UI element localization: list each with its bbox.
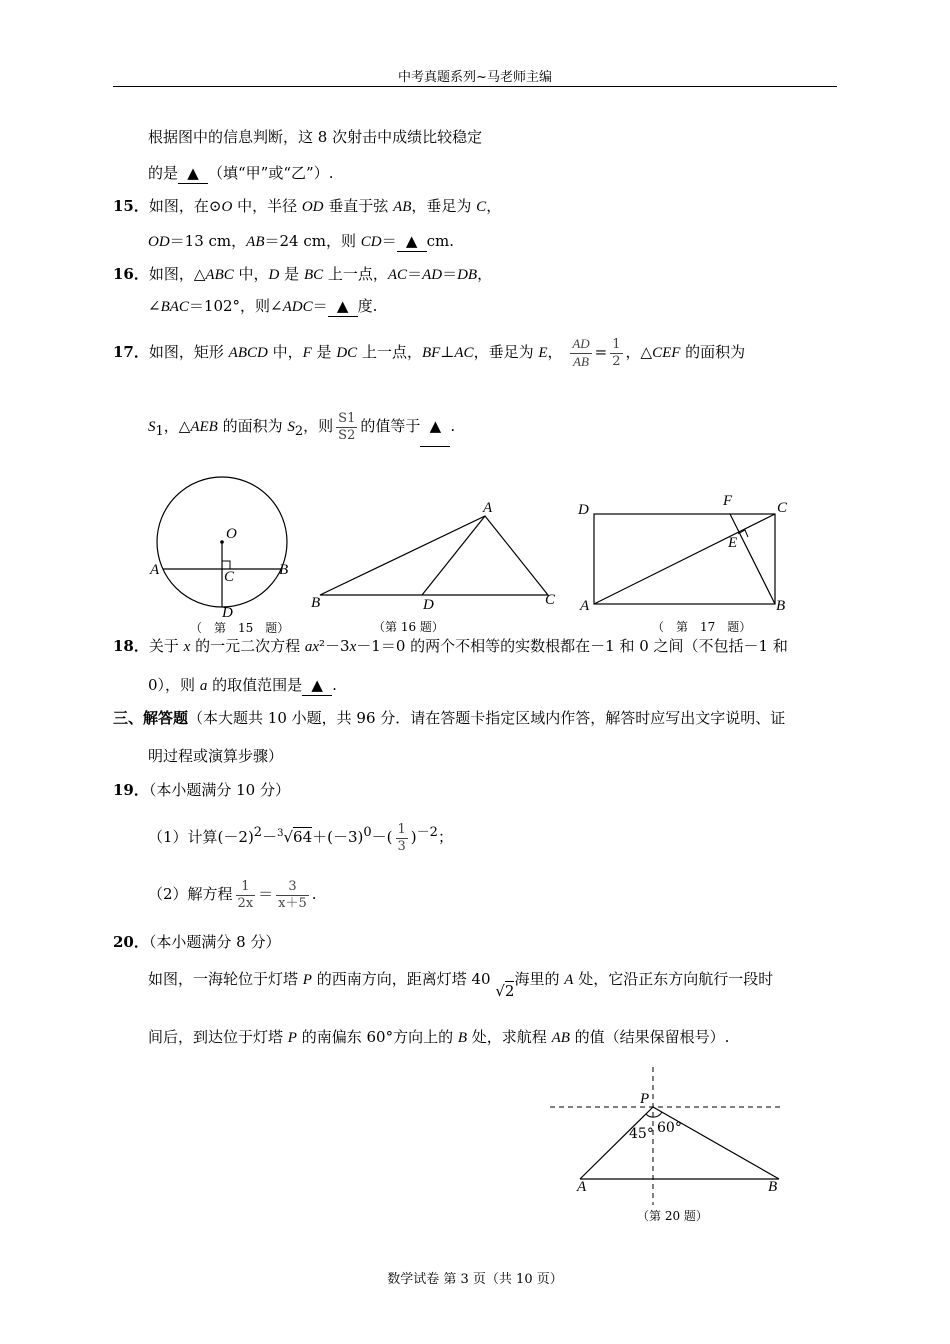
- angle-60-label: 60°: [657, 1120, 682, 1136]
- label-b: B: [279, 562, 289, 578]
- fraction-one-third: $\frac{1}{3}$: [397, 821, 406, 854]
- segment-pa: [580, 1107, 653, 1179]
- label-o: O: [226, 526, 237, 542]
- q17-line1: 17．如图，矩形 ABCD 中，F 是 DC 上一点，BF⊥AC，垂足为 E， $\frac{AD}{AB}$ = $\frac{1}{2}$ ，△CEF 的面积为: [113, 335, 746, 369]
- label-f: F: [723, 493, 733, 509]
- q18-line2: 0），则 a 的取值范围是 ▲ .: [148, 676, 337, 694]
- figure-16-caption: （第 16 题）: [373, 620, 444, 634]
- header-rule: [113, 86, 837, 87]
- figure-15-caption: （ 第 15 题）: [190, 621, 290, 635]
- fraction-ad-ab: $\frac{AD}{AB}$: [572, 335, 590, 369]
- segment-pb: [653, 1107, 779, 1179]
- section-3-line2: 明过程或演算步骤）: [148, 747, 284, 765]
- q20-line1: 如图，一海轮位于灯塔 P 的西南方向，距离灯塔 40 √2海里的 A 处，它沿正东方向航行一段时: [148, 970, 774, 1000]
- page-header: 中考真题系列~马老师主编: [398, 70, 552, 85]
- q20-head: 20．（本小题满分 8 分）: [113, 933, 281, 951]
- center-point: [220, 540, 224, 544]
- fraction-one-half: $\frac{1}{2}$: [612, 336, 621, 369]
- q20-line2: 间后，到达位于灯塔 P 的南偏东 60°方向上的 B 处，求航程 AB 的值（结果保留根号）.: [148, 1028, 730, 1046]
- label-a: A: [577, 1179, 587, 1195]
- figure-15-circle: [140, 475, 310, 645]
- figure-16-triangle: [305, 495, 565, 640]
- label-e: E: [728, 535, 738, 551]
- section-3-heading: 三、解答题（本大题共 10 小题，共 96 分．请在答题卡指定区域内作答，解答时应写出文字说明、证: [113, 709, 786, 727]
- question-number: 18．: [113, 637, 149, 655]
- figure-20-lighthouse: [545, 1065, 785, 1230]
- label-d: D: [423, 597, 434, 613]
- segment-ad: [422, 516, 485, 595]
- answer-blank: ▲: [328, 296, 358, 317]
- label-c: C: [545, 592, 556, 608]
- q17-line2: $S_1$，△AEB 的面积为 $S_2$，则 $\frac{S1}{S2}$ 的值等于 ▲ .: [148, 406, 455, 452]
- page-footer: 数学试卷 第 3 页（共 10 页）: [387, 1272, 563, 1287]
- label-d: D: [222, 605, 233, 621]
- question-number: 16．: [113, 265, 149, 283]
- question-number: 17．: [113, 343, 149, 361]
- q19-part1: （1）计算$(-2)^2-^3√64+(-3)^0-$( $\frac{1}{3}$ )$^{-2}$；: [148, 821, 453, 854]
- answer-blank: ▲: [397, 231, 427, 252]
- question-number: 19．: [113, 781, 149, 799]
- angle-45-label: 45°: [629, 1126, 654, 1142]
- question-number: 20．: [113, 933, 149, 951]
- label-b: B: [768, 1179, 778, 1195]
- segment-bf: [730, 514, 775, 604]
- answer-blank: ▲: [302, 675, 332, 696]
- question-number: 15．: [113, 197, 149, 215]
- q14-line1: 根据图中的信息判断，这 8 次射击中成绩比较稳定: [148, 128, 483, 146]
- figure-20-caption: （第 20 题）: [637, 1209, 708, 1223]
- label-c: C: [777, 500, 788, 516]
- q15-line2: OD＝13 cm，AB＝24 cm，则 CD＝ ▲ cm.: [148, 232, 454, 250]
- label-a: A: [483, 500, 493, 516]
- answer-blank: ▲: [420, 406, 450, 447]
- fraction-1-over-2x: $\frac{1}{2x}$: [237, 878, 254, 911]
- angle-arc: [646, 1112, 662, 1117]
- figure-17-caption: （ 第 17 题）: [652, 620, 752, 634]
- label-a: A: [150, 562, 160, 578]
- triangle-abc: [320, 516, 548, 595]
- label-c: C: [224, 569, 235, 585]
- radical-sign: √: [283, 828, 294, 846]
- right-angle-mark: [222, 561, 230, 569]
- q16-line2: ∠BAC＝102°，则∠ADC＝ ▲ 度.: [148, 297, 378, 315]
- q14-line2: 的是 ▲ （填“甲”或“乙”）.: [148, 164, 334, 182]
- fraction-s1-s2: $\frac{S1}{S2}$: [338, 410, 356, 443]
- radical-sign: √2: [495, 982, 515, 1000]
- q15-line1: 15．如图，在⊙O 中，半径 OD 垂直于弦 AB，垂足为 C，: [113, 197, 502, 215]
- label-a: A: [580, 598, 590, 614]
- q19-head: 19．（本小题满分 10 分）: [113, 781, 290, 799]
- figure-17-rectangle: [570, 488, 810, 643]
- fraction-3-over-x-plus-5: $\frac{3}{x+5}$: [278, 878, 307, 911]
- q18-line1: 18．关于 x 的一元二次方程 ax²－3x－1＝0 的两个不相等的实数根都在－1 和 0 之间（不包括－1 和: [113, 637, 788, 655]
- q16-line1: 16．如图，△ABC 中，D 是 BC 上一点，AC＝AD＝DB，: [113, 265, 493, 283]
- diagonal-ac: [594, 514, 775, 604]
- label-d: D: [578, 502, 589, 518]
- answer-blank: ▲: [178, 163, 208, 184]
- section-title: 三、解答题: [113, 709, 189, 727]
- label-p: P: [640, 1091, 650, 1107]
- q19-part2: （2）解方程 $\frac{1}{2x}$ ＝ $\frac{3}{x+5}$ .: [148, 878, 317, 911]
- label-b: B: [776, 598, 786, 614]
- label-b: B: [311, 595, 321, 611]
